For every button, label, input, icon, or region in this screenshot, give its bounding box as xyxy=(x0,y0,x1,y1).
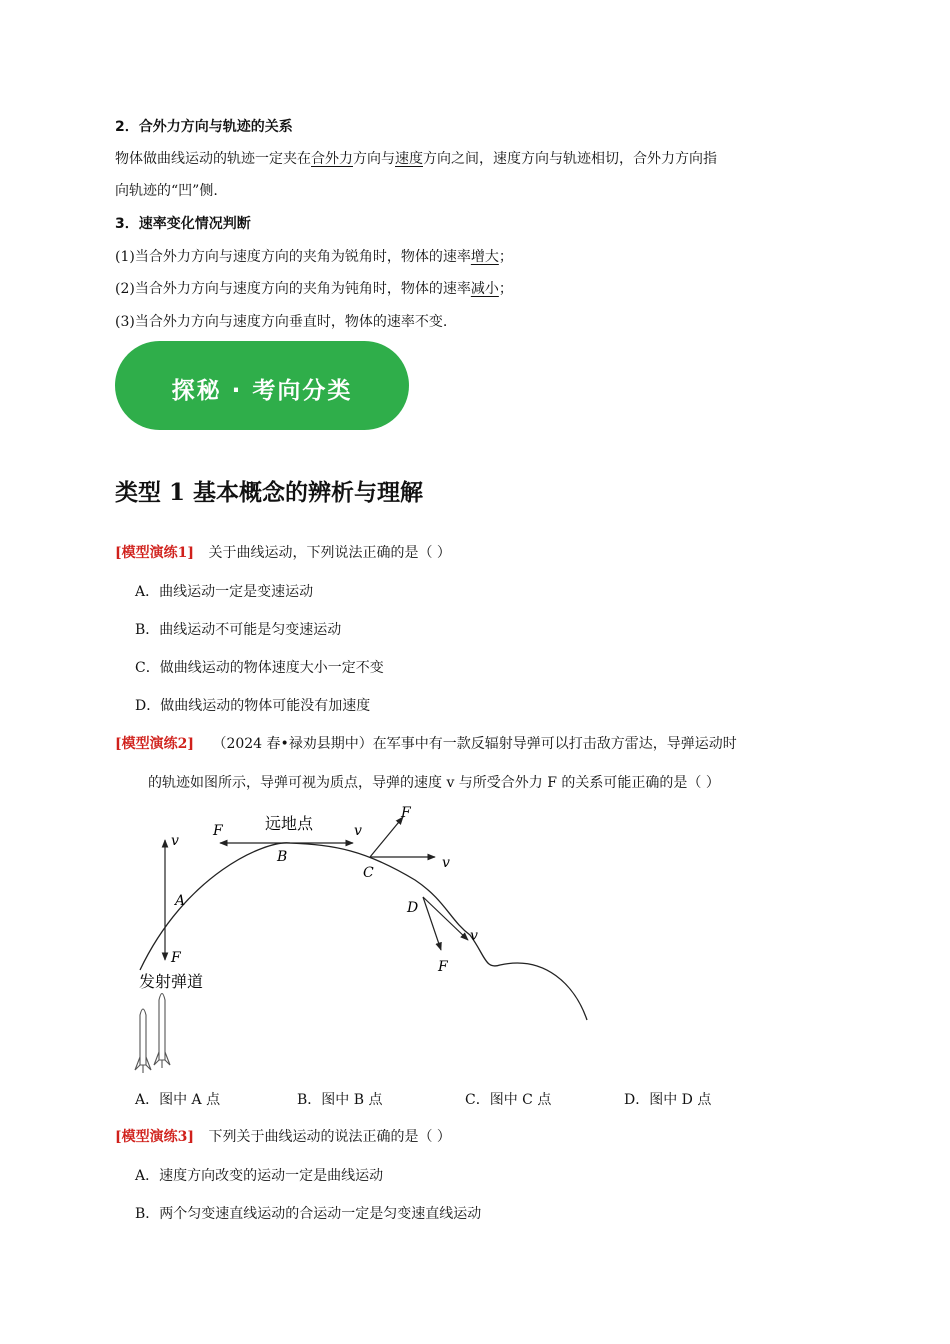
section-banner xyxy=(115,341,409,430)
force-arrow-c xyxy=(370,817,403,857)
label-v-d: v xyxy=(470,928,478,944)
question-tag: [模型演练3] xyxy=(115,1129,194,1145)
label-f-a: F xyxy=(171,950,181,966)
option-b[interactable]: B．曲线运动不可能是匀变速运动 xyxy=(135,622,342,638)
label-v-b: v xyxy=(354,823,362,839)
label-point-a: A xyxy=(175,893,186,909)
text-run: (2)当合外力方向与速度方向的夹角为钝角时，物体的速率 xyxy=(115,281,471,297)
rocket-icon xyxy=(135,1009,151,1073)
section-heading-3: 3．速率变化情况判断 xyxy=(115,216,251,232)
trajectory-figure xyxy=(125,795,605,1080)
section3-item1 xyxy=(115,246,513,266)
option-a[interactable]: A．图中 A 点 xyxy=(135,1092,221,1108)
label-v-a: v xyxy=(171,833,179,849)
underlined-term: 增大 xyxy=(470,249,499,265)
text-run: ； xyxy=(498,281,513,297)
section2-line2: 向轨迹的“凹”侧. xyxy=(115,183,218,199)
question-text: 下列关于曲线运动的说法正确的是（ ） xyxy=(208,1129,451,1145)
underlined-term: 合外力 xyxy=(311,151,353,167)
label-apogee: 远地点 xyxy=(265,814,314,833)
question-1-stem xyxy=(115,542,451,562)
question-2-stem xyxy=(115,733,737,753)
section-heading-2: 2．合外力方向与轨迹的关系 xyxy=(115,119,293,135)
label-f-d: F xyxy=(438,959,448,975)
option-c[interactable]: C．图中 C 点 xyxy=(465,1092,552,1108)
text-run: ； xyxy=(498,249,513,265)
underlined-term: 速度 xyxy=(395,151,423,167)
option-a[interactable]: A．速度方向改变的运动一定是曲线运动 xyxy=(135,1168,384,1184)
text-run: 物体做曲线运动的轨迹一定夹在 xyxy=(115,151,311,167)
option-d[interactable]: D．图中 D 点 xyxy=(624,1092,712,1108)
option-b[interactable]: B．两个匀变速直线运动的合运动一定是匀变速直线运动 xyxy=(135,1206,482,1222)
question-3-stem xyxy=(115,1126,451,1146)
option-d[interactable]: D．做曲线运动的物体可能没有加速度 xyxy=(135,698,371,714)
option-b[interactable]: B．图中 B 点 xyxy=(297,1092,383,1108)
label-point-d: D xyxy=(407,900,419,916)
option-c[interactable]: C．做曲线运动的物体速度大小一定不变 xyxy=(135,660,384,676)
text-run: 方向之间，速度方向与轨迹相切，合外力方向指 xyxy=(423,151,717,167)
section2-line1 xyxy=(115,148,717,168)
text-run: 方向与 xyxy=(353,151,395,167)
section3-item3: (3)当合外力方向与速度方向垂直时，物体的速率不变. xyxy=(115,314,448,330)
label-v-c: v xyxy=(442,855,450,871)
question-tag: [模型演练2] xyxy=(115,736,194,752)
question-text: （2024 春•禄劝县期中）在军事中有一款反辐射导弹可以打击敌方雷达，导弹运动时 xyxy=(212,736,737,752)
question-text: 关于曲线运动，下列说法正确的是（ ） xyxy=(208,545,451,561)
label-f-b: F xyxy=(213,823,223,839)
label-point-c: C xyxy=(363,865,374,881)
label-point-b: B xyxy=(277,849,288,865)
label-launch: 发射弹道 xyxy=(139,972,204,991)
underlined-term: 减小 xyxy=(470,281,499,297)
rocket-icon xyxy=(154,994,170,1069)
question-tag: [模型演练1] xyxy=(115,545,194,561)
option-a[interactable]: A．曲线运动一定是变速运动 xyxy=(135,584,314,600)
type-heading: 类型 1 基本概念的辨析与理解 xyxy=(115,479,424,506)
label-f-c: F xyxy=(401,805,411,821)
section3-item2 xyxy=(115,278,513,298)
text-run: (1)当合外力方向与速度方向的夹角为锐角时，物体的速率 xyxy=(115,249,471,265)
banner-label: 探秘 · 考向分类 xyxy=(171,378,353,404)
question-2-stem-cont: 的轨迹如图所示，导弹可视为质点，导弹的速度 v 与所受合外力 F 的关系可能正确的是（ ） xyxy=(148,775,720,791)
